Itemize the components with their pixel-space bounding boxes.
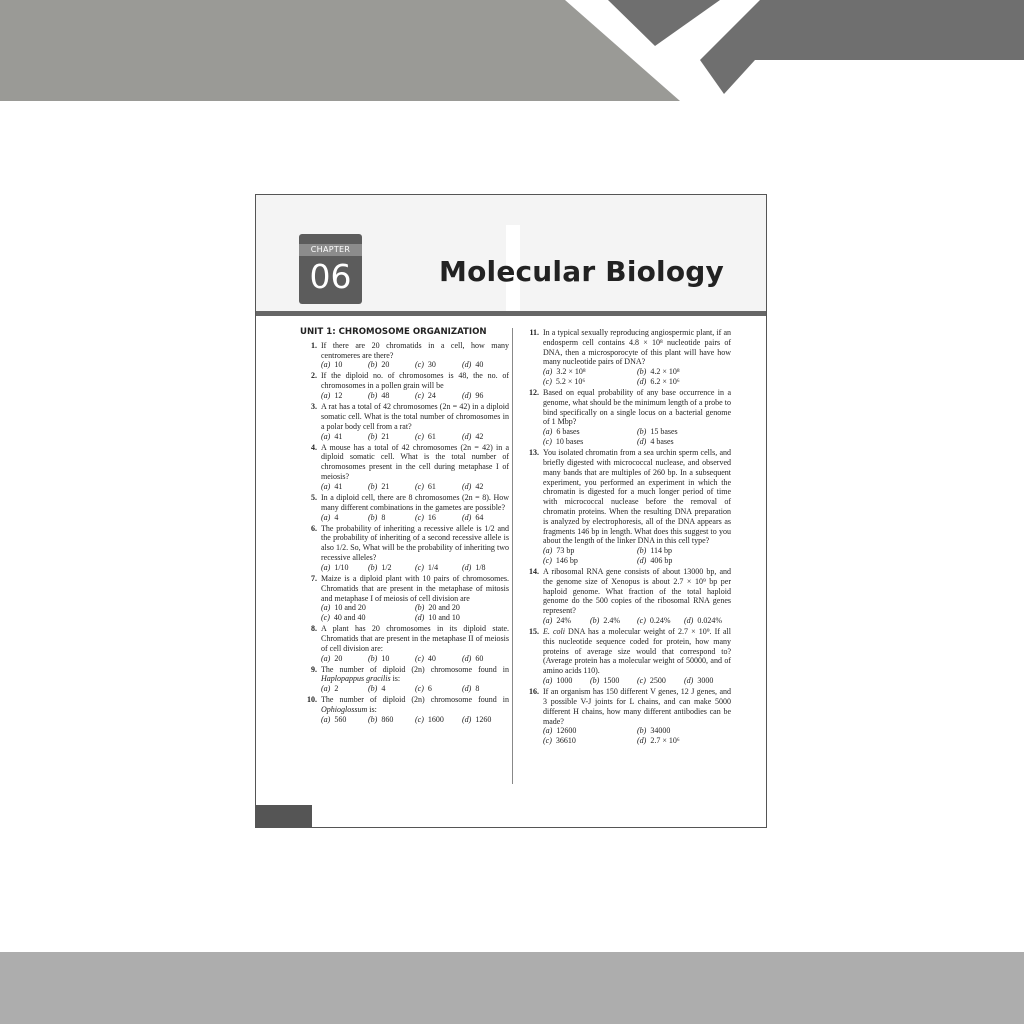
option-item: (b) 21 bbox=[368, 431, 390, 441]
option-letter: (b) bbox=[590, 676, 600, 686]
option-letter: (a) bbox=[321, 431, 331, 441]
option-item: (b) 114 bp bbox=[637, 546, 673, 556]
option-letter: (c) bbox=[415, 684, 424, 694]
question-options bbox=[321, 715, 509, 725]
option-item: (a) 41 bbox=[321, 431, 343, 441]
option-item: (a) 1/10 bbox=[321, 562, 349, 572]
option-item: (d) 10 and 10 bbox=[415, 613, 460, 623]
option-letter: (b) bbox=[590, 616, 600, 625]
option-letter: (d) bbox=[684, 676, 694, 686]
option-item: (d) 1/8 bbox=[462, 562, 486, 572]
question-options bbox=[321, 563, 509, 573]
option-item: (d) 1260 bbox=[462, 714, 492, 724]
option-item: (a) 6 bases bbox=[543, 427, 580, 437]
bottom-band bbox=[0, 952, 1024, 1024]
chapter-badge bbox=[299, 234, 362, 304]
question-stem: You isolated chromatin from a sea urchin sperm cells, and briefly digested with micrococcal nuclease, and observed many bands that are multiples of 260 bp. In a subsequent experiment, you performed an experiment in which the chromatin is digested for a much longer period of time with micrococcal nuclease before the removal of chromatin proteins. When the resulting DNA preparation is analyzed by electrophoresis, all of the DNA appears as fragments 146 bp in length. What does this suggest to you about the length of the linker DNA in this cell type? bbox=[543, 448, 731, 546]
question-item bbox=[300, 341, 509, 370]
question-stem: The number of diploid (2n) chromosome found in Haplopappus gracilis is: bbox=[321, 664, 509, 684]
option-item: (c) 36610 bbox=[543, 736, 576, 746]
question-number: 12. bbox=[529, 388, 539, 398]
option-letter: (c) bbox=[415, 653, 424, 663]
option-letter: (d) bbox=[637, 376, 647, 386]
question-list-right bbox=[522, 328, 731, 746]
question-options bbox=[321, 360, 509, 370]
question-number: 6. bbox=[311, 523, 317, 533]
question-number: 16. bbox=[529, 687, 539, 697]
footer-tab bbox=[256, 805, 312, 828]
option-letter: (b) bbox=[368, 512, 378, 522]
option-letter: (d) bbox=[462, 653, 472, 663]
option-item: (c) 2500 bbox=[637, 676, 666, 686]
option-item: (d) 42 bbox=[462, 431, 484, 441]
option-letter: (b) bbox=[368, 481, 378, 491]
question-options bbox=[321, 513, 509, 523]
question-item bbox=[522, 328, 731, 387]
question-options bbox=[543, 676, 731, 686]
top-banner bbox=[0, 0, 1024, 101]
option-item: (c) 40 bbox=[415, 653, 436, 663]
question-item bbox=[522, 567, 731, 626]
option-item: (a) 1000 bbox=[543, 676, 573, 686]
option-item: (c) 16 bbox=[415, 512, 436, 522]
banner-dark-band bbox=[700, 0, 1024, 60]
question-number: 3. bbox=[311, 402, 317, 412]
option-item: (d) 8 bbox=[462, 684, 480, 694]
option-letter: (b) bbox=[368, 684, 378, 694]
option-letter: (a) bbox=[321, 512, 331, 522]
option-item: (d) 96 bbox=[462, 391, 484, 401]
question-number: 13. bbox=[529, 448, 539, 458]
option-letter: (d) bbox=[684, 616, 694, 625]
option-letter: (a) bbox=[543, 616, 553, 625]
option-letter: (b) bbox=[368, 431, 378, 441]
option-letter: (d) bbox=[462, 562, 472, 572]
question-options bbox=[543, 367, 731, 387]
option-item: (b) 860 bbox=[368, 714, 394, 724]
question-number: 10. bbox=[307, 695, 317, 705]
question-options bbox=[321, 482, 509, 492]
option-letter: (d) bbox=[637, 736, 647, 746]
question-stem: If there are 20 chromatids in a cell, how many centromeres are there? bbox=[321, 340, 509, 360]
option-letter: (b) bbox=[637, 546, 647, 556]
banner-dark-notch bbox=[700, 60, 755, 94]
question-item bbox=[522, 388, 731, 447]
option-letter: (c) bbox=[415, 391, 424, 401]
option-letter: (c) bbox=[415, 481, 424, 491]
question-number: 9. bbox=[311, 664, 317, 674]
question-number: 7. bbox=[311, 573, 317, 583]
question-stem: A mouse has a total of 42 chromosomes (2n = 42) in a diploid somatic cell. What is the total number of chromosomes present in the cell during metaphase I of meiosis? bbox=[321, 442, 509, 482]
option-letter: (b) bbox=[368, 714, 378, 724]
option-letter: (a) bbox=[543, 427, 553, 437]
chapter-header bbox=[256, 195, 766, 311]
option-letter: (a) bbox=[543, 367, 553, 377]
option-item: (a) 10 bbox=[321, 360, 343, 370]
option-letter: (c) bbox=[637, 676, 646, 686]
option-item: (b) 1500 bbox=[590, 676, 620, 686]
option-item: (b) 21 bbox=[368, 481, 390, 491]
option-letter: (b) bbox=[368, 360, 378, 370]
option-letter: (d) bbox=[462, 512, 472, 522]
banner-dark-triangle bbox=[608, 0, 720, 46]
option-letter: (d) bbox=[462, 431, 472, 441]
column-divider bbox=[512, 328, 513, 784]
option-letter: (a) bbox=[321, 653, 331, 663]
question-number: 4. bbox=[311, 442, 317, 452]
question-item bbox=[300, 574, 509, 623]
option-item: (a) 20 bbox=[321, 653, 343, 663]
question-stem: Maize is a diploid plant with 10 pairs of chromosomes. Chromatids that are present in the metaphase of mitosis and metaphase I of meiosis of cell division are bbox=[321, 573, 509, 603]
unit-heading: UNIT 1: CHROMOSOME ORGANIZATION bbox=[300, 327, 487, 337]
option-item: (d) 3000 bbox=[684, 676, 714, 686]
question-options bbox=[321, 684, 509, 694]
option-item: (b) 34000 bbox=[637, 726, 671, 736]
question-options bbox=[543, 726, 731, 746]
option-item: (d) 60 bbox=[462, 653, 484, 663]
option-item: (d) 0.024% bbox=[684, 616, 722, 625]
question-stem: A rat has a total of 42 chromosomes (2n = 42) in a diploid somatic cell. What is the total number of chromosomes in a polar body cell from a rat? bbox=[321, 402, 509, 431]
option-letter: (d) bbox=[462, 684, 472, 694]
option-item: (b) 1/2 bbox=[368, 562, 392, 572]
question-item bbox=[522, 687, 731, 746]
option-item: (c) 40 and 40 bbox=[321, 613, 366, 623]
option-item: (c) 5.2 × 10⁶ bbox=[543, 376, 586, 386]
option-letter: (c) bbox=[637, 616, 646, 625]
chapter-title: Molecular Biology bbox=[439, 255, 724, 288]
option-item: (d) 6.2 × 10⁶ bbox=[637, 376, 680, 386]
question-stem: The probability of inheriting a recessive allele is 1/2 and the probability of inheriting of a second recessive allele is also 1/2. So, What will be the probability of inheriting two recessive alleles? bbox=[321, 523, 509, 563]
option-item: (b) 4 bbox=[368, 684, 386, 694]
option-letter: (b) bbox=[368, 562, 378, 572]
option-letter: (a) bbox=[543, 726, 553, 736]
question-item bbox=[300, 443, 509, 492]
option-item: (a) 24% bbox=[543, 616, 571, 625]
option-letter: (a) bbox=[321, 684, 331, 694]
question-number: 11. bbox=[529, 328, 539, 337]
option-item: (c) 1/4 bbox=[415, 562, 439, 572]
option-item: (c) 10 bases bbox=[543, 437, 584, 447]
option-item: (d) 64 bbox=[462, 512, 484, 522]
option-item: (b) 20 bbox=[368, 360, 390, 370]
question-list-left bbox=[300, 341, 509, 725]
option-item: (a) 12600 bbox=[543, 726, 577, 736]
question-number: 5. bbox=[311, 492, 317, 502]
option-letter: (c) bbox=[543, 437, 552, 447]
option-item: (c) 1600 bbox=[415, 714, 444, 724]
question-stem: A ribosomal RNA gene consists of about 13000 bp, and the genome size of Xenopus is about 2.7 × 10⁹ bp per haploid genome. What fraction of the total haploid genome do the 500 copies of the ribosomal RNA genes represent? bbox=[543, 567, 731, 616]
option-item: (a) 560 bbox=[321, 714, 347, 724]
option-item: (b) 10 bbox=[368, 653, 390, 663]
header-rule bbox=[256, 311, 766, 316]
question-stem: If an organism has 150 different V genes, 12 J genes, and 3 possible V-J joints for L chains, and can make 5000 different H chains, how many different antibodies can be made? bbox=[543, 687, 731, 726]
option-letter: (b) bbox=[415, 603, 425, 613]
option-item: (c) 146 bp bbox=[543, 555, 578, 565]
option-item: (b) 15 bases bbox=[637, 427, 678, 437]
option-item: (c) 30 bbox=[415, 360, 436, 370]
option-item: (c) 6 bbox=[415, 684, 432, 694]
question-stem: The number of diploid (2n) chromosome found in Ophioglossum is: bbox=[321, 695, 509, 715]
option-item: (b) 2.4% bbox=[590, 616, 620, 625]
question-number: 2. bbox=[311, 371, 317, 381]
document-page bbox=[255, 194, 767, 828]
question-options bbox=[543, 546, 731, 566]
option-letter: (c) bbox=[543, 376, 552, 386]
question-options bbox=[543, 616, 731, 626]
question-number: 15. bbox=[529, 627, 539, 637]
option-item: (b) 4.2 × 10⁸ bbox=[637, 367, 680, 377]
option-item: (a) 4 bbox=[321, 512, 339, 522]
option-item: (a) 2 bbox=[321, 684, 339, 694]
question-item bbox=[300, 493, 509, 522]
option-item: (c) 24 bbox=[415, 391, 436, 401]
question-stem: In a diploid cell, there are 8 chromosomes (2n = 8). How many different combinations in the gametes are possible? bbox=[321, 492, 509, 512]
option-letter: (d) bbox=[637, 555, 647, 565]
option-letter: (d) bbox=[637, 437, 647, 447]
option-item: (c) 61 bbox=[415, 481, 436, 491]
option-letter: (a) bbox=[321, 603, 331, 613]
option-letter: (c) bbox=[415, 714, 424, 724]
question-item bbox=[522, 627, 731, 686]
option-letter: (b) bbox=[637, 726, 647, 736]
option-letter: (c) bbox=[415, 562, 424, 572]
option-letter: (a) bbox=[321, 481, 331, 491]
option-item: (d) 406 bp bbox=[637, 555, 673, 565]
option-item: (d) 40 bbox=[462, 360, 484, 370]
option-letter: (a) bbox=[321, 391, 331, 401]
question-item bbox=[300, 624, 509, 663]
option-letter: (a) bbox=[321, 562, 331, 572]
option-letter: (c) bbox=[321, 613, 330, 623]
option-letter: (c) bbox=[415, 512, 424, 522]
question-options bbox=[321, 391, 509, 401]
option-letter: (b) bbox=[368, 391, 378, 401]
question-item bbox=[522, 448, 731, 566]
option-item: (a) 73 bp bbox=[543, 546, 575, 556]
chapter-number: 06 bbox=[309, 257, 352, 296]
option-letter: (a) bbox=[543, 546, 553, 556]
question-stem: In a typical sexually reproducing angiospermic plant, if an endosperm cell contains 4.8 × 10⁸ nucleotide pairs of DNA, then a microsporocyte of this plant will have how many nucleotide pairs of DNA? bbox=[543, 328, 731, 367]
option-letter: (d) bbox=[462, 360, 472, 370]
option-item: (b) 20 and 20 bbox=[415, 603, 460, 613]
option-item: (b) 8 bbox=[368, 512, 386, 522]
right-column bbox=[522, 328, 731, 747]
question-options bbox=[321, 603, 509, 623]
question-item bbox=[300, 402, 509, 441]
chapter-label: CHAPTER bbox=[299, 244, 362, 256]
option-letter: (d) bbox=[462, 391, 472, 401]
question-number: 14. bbox=[529, 567, 539, 577]
question-options bbox=[321, 654, 509, 664]
option-letter: (d) bbox=[462, 481, 472, 491]
option-item: (c) 61 bbox=[415, 431, 436, 441]
question-stem-italic: E. coli bbox=[543, 627, 565, 637]
question-stem-italic: Haplopappus gracilis bbox=[321, 674, 391, 684]
question-options bbox=[321, 432, 509, 442]
question-item bbox=[300, 695, 509, 724]
option-item: (d) 4 bases bbox=[637, 437, 674, 447]
option-item: (a) 3.2 × 10⁸ bbox=[543, 367, 586, 377]
question-stem: A plant has 20 chromosomes in its diploid state. Chromatids that are present in the metaphase II of meiosis of cell division are: bbox=[321, 624, 509, 653]
question-stem-italic: Ophioglossum bbox=[321, 705, 368, 715]
option-letter: (a) bbox=[321, 714, 331, 724]
question-options bbox=[543, 427, 731, 447]
option-item: (b) 48 bbox=[368, 391, 390, 401]
question-stem: E. coli DNA has a molecular weight of 2.7 × 10⁹. If all this nucleotide sequence coded for protein, how many proteins of average size would that correspond to? (Average protein has a molecular weight of 50000, and of amino acids 110). bbox=[543, 627, 731, 676]
question-stem: Based on equal probability of any base occurrence in a genome, what should be the minimum length of a probe to bind specifically on a single locus on a bacterial genome of 1 Mbp? bbox=[543, 388, 731, 427]
question-stem: If the diploid no. of chromosomes is 48, the no. of chromosomes in a pollen grain will be bbox=[321, 371, 509, 391]
option-letter: (b) bbox=[637, 367, 647, 377]
question-item bbox=[300, 371, 509, 400]
option-letter: (d) bbox=[462, 714, 472, 724]
option-item: (a) 12 bbox=[321, 391, 343, 401]
question-number: 1. bbox=[311, 340, 317, 350]
option-letter: (c) bbox=[543, 555, 552, 565]
question-item bbox=[300, 665, 509, 694]
left-column bbox=[300, 328, 509, 726]
question-number: 8. bbox=[311, 624, 317, 634]
option-letter: (a) bbox=[321, 360, 331, 370]
option-letter: (b) bbox=[637, 427, 647, 437]
option-letter: (a) bbox=[543, 676, 553, 686]
option-item: (c) 0.24% bbox=[637, 616, 671, 625]
question-item bbox=[300, 524, 509, 573]
option-item: (a) 41 bbox=[321, 481, 343, 491]
option-item: (a) 10 and 20 bbox=[321, 603, 366, 613]
option-letter: (c) bbox=[415, 431, 424, 441]
option-letter: (b) bbox=[368, 653, 378, 663]
option-letter: (c) bbox=[543, 736, 552, 746]
option-item: (d) 2.7 × 10⁶ bbox=[637, 736, 680, 746]
option-letter: (c) bbox=[415, 360, 424, 370]
option-letter: (d) bbox=[415, 613, 425, 623]
option-item: (d) 42 bbox=[462, 481, 484, 491]
banner-gray-shape bbox=[0, 0, 680, 101]
